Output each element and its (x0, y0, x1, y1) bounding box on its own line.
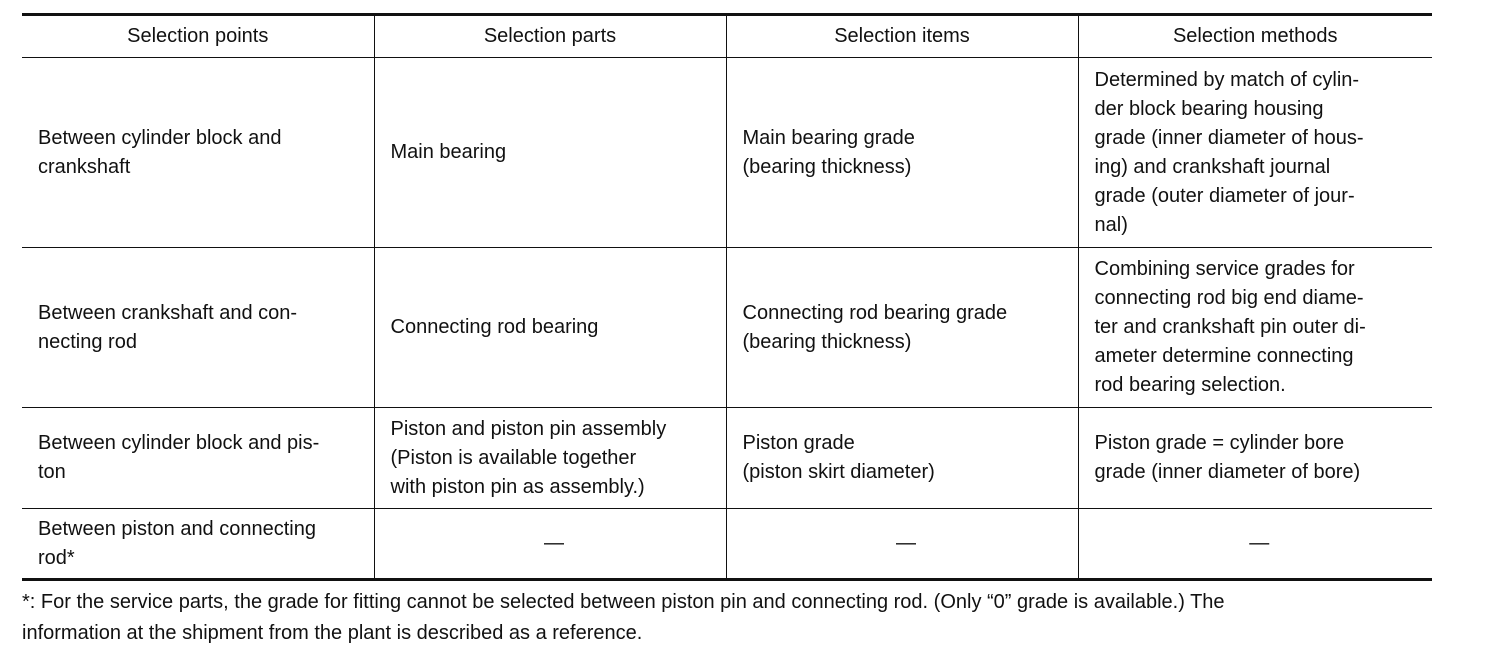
cell-selection-item: Main bearing grade (bearing thickness) (726, 58, 1078, 248)
cell-selection-point: Between cylinder block and crankshaft (22, 58, 374, 248)
header-selection-parts: Selection parts (374, 15, 726, 58)
selection-document (22, 13, 1432, 649)
cell-selection-point: Between piston and connecting rod* (22, 509, 374, 580)
header-row (22, 15, 1432, 58)
header-selection-methods: Selection methods (1078, 15, 1432, 58)
cell-selection-part: — (374, 509, 726, 580)
cell-selection-item: Connecting rod bearing grade (bearing thickness) (726, 248, 1078, 408)
table-row (22, 408, 1432, 509)
cell-selection-method: Piston grade = cylinder bore grade (inner diameter of bore) (1078, 408, 1432, 509)
cell-selection-part: Piston and piston pin assembly (Piston is available together with piston pin as assembly.) (374, 408, 726, 509)
cell-selection-item: — (726, 509, 1078, 580)
cell-selection-method: Combining service grades for connecting rod big end diame- ter and crankshaft pin outer di- ameter determine connecting rod bearing selection. (1078, 248, 1432, 408)
cell-selection-point: Between crankshaft and con- necting rod (22, 248, 374, 408)
cell-selection-method: Determined by match of cylin- der block bearing housing grade (inner diameter of hous- ing) and crankshaft journal grade (outer diameter of jour- nal) (1078, 58, 1432, 248)
cell-selection-part: Connecting rod bearing (374, 248, 726, 408)
header-selection-items: Selection items (726, 15, 1078, 58)
table-row (22, 509, 1432, 580)
cell-selection-item: Piston grade (piston skirt diameter) (726, 408, 1078, 509)
header-selection-points: Selection points (22, 15, 374, 58)
cell-selection-part: Main bearing (374, 58, 726, 248)
cell-selection-method: — (1078, 509, 1432, 580)
selection-table (22, 13, 1432, 581)
cell-selection-point: Between cylinder block and pis- ton (22, 408, 374, 509)
table-row (22, 58, 1432, 248)
footnote: *: For the service parts, the grade for fitting cannot be selected between piston pin and connecting rod. (Only “0” grade is available.) The information at the shipment from the plant is described as a reference. (22, 591, 1225, 644)
table-row (22, 248, 1432, 408)
